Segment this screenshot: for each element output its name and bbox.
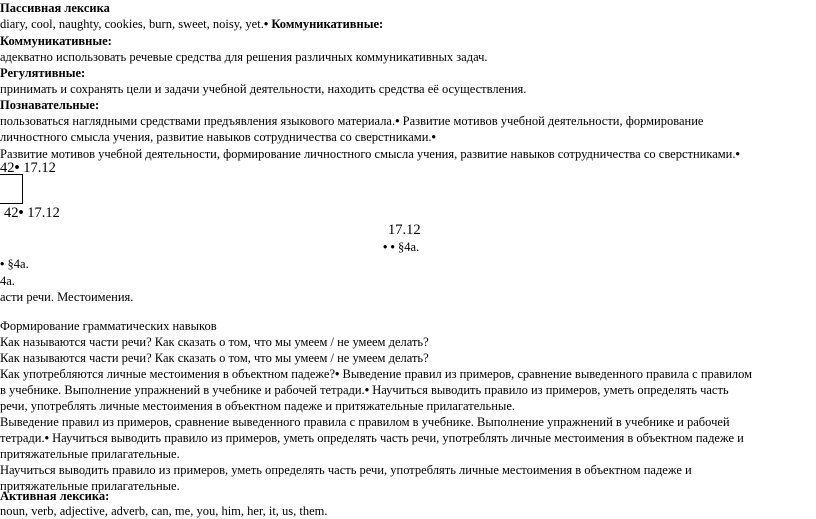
section-ref: §4a. [398,240,420,254]
bullet-icon: • [383,240,388,254]
communicative-text: адекватно использовать речевые средства для решения различных коммуникативных задач. [0,50,488,64]
centered-section-line [383,239,419,255]
communicative-inline-heading: Коммуникативные: [271,17,384,31]
motives-line [0,146,740,162]
lesson-number: 42 [4,205,19,221]
passive-vocab-words: diary, cool, naughty, cookies, burn, sweet, noisy, yet. [0,17,264,31]
bullet-icon: • [390,240,395,254]
paragraph-3-line-1: Научиться выводить правило из примеров, уметь определять часть речи, употреблять личные местоимения в объектном падеже и [0,463,692,477]
cognitive-heading: Познавательные: [0,98,100,112]
outcome-text-2: Научиться выводить правило из примеров, уметь определять часть речи, употреблять личные местоимения в объектном падеже и [49,431,744,445]
bullet-icon: • [395,114,400,128]
paragraph-2-line-1: Выведение правил из примеров, сравнение выведенного правила с правилом в учебнике. Выполнение упражнений в учебнике и рабочей [0,415,730,429]
active-vocab-heading: Активная лексика: [0,489,110,503]
passive-vocab-line [0,16,383,32]
paragraph-2-line-2 [0,430,744,446]
bullet-icon: • [263,17,269,31]
bullet-icon: • [0,257,5,271]
cognitive-line-1 [0,113,703,129]
lesson-number-line-2 [4,204,60,222]
centered-date: 17.12 [388,222,421,238]
bullet-icon: • [18,205,24,221]
section-line [0,256,29,272]
problem-question-1: Как называются части речи? Как сказать о том, что мы умеем / не умеем делать? [0,335,429,349]
motives-text: Развитие мотивов учебной деятельности, формирование личностного смысла учения, развитие навыков сотрудничества со сверстниками. [0,147,736,161]
cognitive-text-2: личностного смысла учения, развитие навыков сотрудничества со сверстниками. [0,130,432,144]
paragraph-1-line-1 [0,366,752,382]
paragraph-3-line-2: притяжательные прилагательные. [0,479,180,493]
paragraph-1-line-2 [0,382,729,398]
section-ref: §4a. [7,257,29,271]
paragraph-1-line-3: речи, употреблять личные местоимения в объектном падеже и притяжательные прилагательные. [0,399,515,413]
lesson-goal: Формирование грамматических навыков [0,319,217,333]
table-cell-box [0,174,23,204]
bullet-icon: • [44,431,49,445]
pronoun-question: Как употребляются личные местоимения в объектном падеже? [0,367,336,381]
bullet-icon: • [364,383,370,397]
bullet-icon: • [14,160,20,176]
bullet-icon: • [335,367,340,381]
passive-vocab-heading: Пассивная лексика [0,1,110,15]
regulatory-text: принимать и сохранять цели и задачи учебной деятельности, находить средства её осуществления. [0,82,527,96]
outcome-text: Научиться выводить правило из примеров, уметь определять часть [369,383,729,397]
method-text-end: тетради. [0,431,45,445]
lesson-number: 42 [0,160,15,176]
cognitive-text: пользоваться наглядными средствами предъявления языкового материала. [0,114,396,128]
paragraph-2-line-3: притяжательные прилагательные. [0,447,180,461]
method-text-2: в учебнике. Выполнение упражнений в учебнике и рабочей тетради. [0,383,365,397]
bullet-icon: • [431,130,436,144]
lesson-date: 17.12 [23,160,56,176]
cognitive-line-2 [0,129,436,145]
communicative-heading: Коммуникативные: [0,34,112,48]
lesson-topic: асти речи. Местоимения. [0,290,134,304]
active-vocab-words: noun, verb, adjective, adverb, can, me, you, him, her, it, us, them. [0,504,328,518]
bullet-icon: • [735,147,740,161]
problem-question-2: Как называются части речи? Как сказать о том, что мы умеем / не умеем делать? [0,351,429,365]
section-cut: 4a. [0,274,15,288]
regulatory-heading: Регулятивные: [0,66,86,80]
lesson-date: 17.12 [27,205,60,221]
method-text: Выведение правил из примеров, сравнение выведенного правила с правилом [339,367,753,381]
cognitive-text-cont: Развитие мотивов учебной деятельности, формирование [399,114,704,128]
